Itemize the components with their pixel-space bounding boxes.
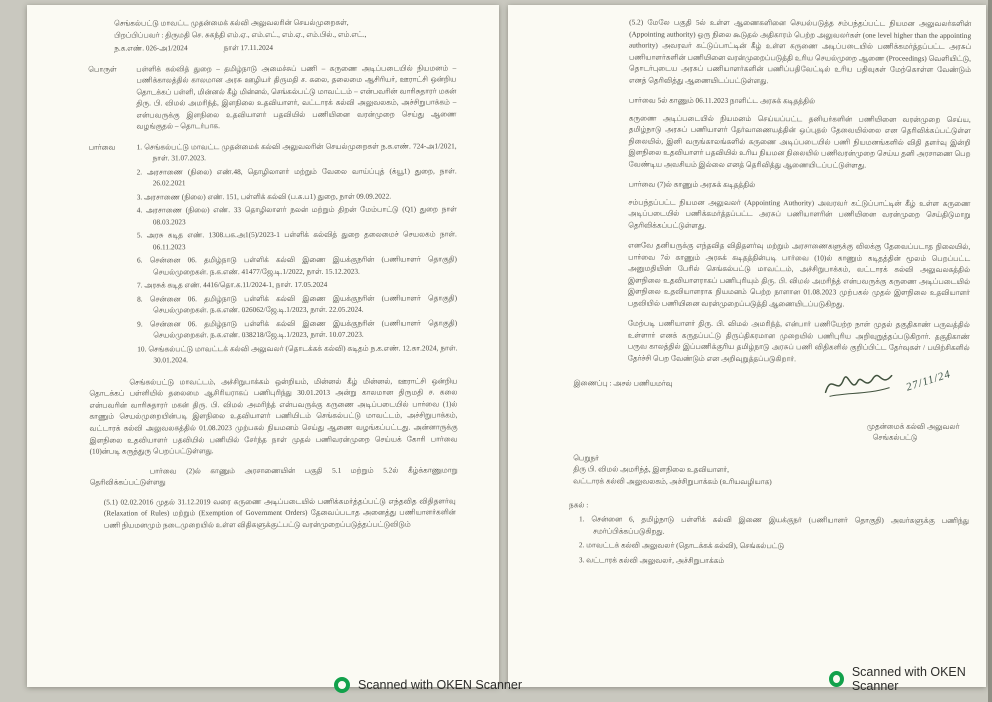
references-label: பார்வை (88, 142, 116, 152)
oken-scanner-icon (829, 671, 844, 687)
scan-edge-shadow (988, 0, 992, 702)
heading-reference-7: பார்வை (7)ல் காணும் அரசுக் கடிதத்தில் (628, 179, 756, 190)
paragraph-conclusion: எனவே தனியருக்கு எந்தவித விதிதளர்வு மற்றும் அரசாணைகளுக்கு விலக்கு தேவைப்படாத நிலையில், பார்வை 7ல் காணும் அரசுக் கடிதத்தின்படி பார்வை (10)ல் காணும் கடிதத்தின் மூலம் பெறப்பட்ட அனுமதியின் பேரில் செங்கல்பட்டு மாவட்டம், அச்சிறுபாக்கம், வட்டாரக் கல்வி அலுவலகத்தில் இளநிலை உதவியாளராகப் பணிபுரியும் திரு. பி. விமல் அமரிந்த் என்பவருக்கு கருணை அடிப்படையில் இளநிலை உதவியாளராக நியமனம் பெற்ற நாளான 01.08.2023 முற்பகல் முதல் இளநிலை உதவியாளர் பதவியில் பணியினை வரன்முறைப்படுத்தி ஆணையிடப்படுகிறது. (627, 240, 971, 309)
document-page-2 (508, 5, 986, 687)
subject-text: பள்ளிக் கல்வித் துறை – தமிழ்நாடு அமைச்சுப் பணி – கருணை அடிப்படையில் நியமனம் – பணிக்காலத்தில் காலமான அரசு ஊழியர் திருமதி ச. கலை, தலைமை ஆசிரியர், ஊராட்சி ஒன்றிய தொடக்கப் பள்ளி, மின்னல் கீழ் மின்னல், செங்கல்பட்டு மாவட்டம் – என்பவரின் வாரிசுதாரர் மகன் திரு. பி. விமல் அமரிந்த், இளநிலை உதவியாளர், வட்டாரக் கல்வி அலுவலகம், அச்சிறுபாக்கம் – என்பவருக்கு இளநிலை உதவியாளர் பதவியில் பணியினை வரன்முறை செய்து ஆணை வழங்குதல் – தொடர்பாக. (136, 62, 457, 131)
paragraph-reference-7: சம்பந்தப்பட்ட நியமன அலுவலர் (Appointing Authority) அவரவர் கட்டுப்பாட்டின் கீழ் உள்ள கருணை அடிப்படையில் பணிக்கமர்த்தப்பட்ட அரசுப் பணியாளரின் பணியினை வரன்முறை செய்திடுமாறு தெரிவிக்கப்பட்டுள்ளது. (628, 197, 971, 230)
copy-item: 2. மாவட்டக் கல்வி அலுவலர் (தொடக்கக் கல்வி), செங்கல்பட்டு (578, 540, 785, 551)
copy-item: 1. சென்னை 6, தமிழ்நாடு பள்ளிக் கல்வி இணை இயக்குநர் (பணியாளர் தொகுதி) அவர்களுக்கு பணிந்து சமர்ப்பிக்கப்படுகிறது. (578, 514, 970, 536)
body-paragraph-1: செங்கல்பட்டு மாவட்டம், அச்சிறுபாக்கம் ஒன்றியம், மின்னல் கீழ் மின்னல், ஊராட்சி ஒன்றிய தொடக்கப் பள்ளியில் தலைமை ஆசிரியராகப் பணிபுரிந்து 30.01.2013 அன்று காலமான திருமதி ச. கலை என்பவரின் வாரிசுதாரர் மகன் திரு. பி. விமல் அமரிந்த் என்பவருக்கு கருணை அடிப்படையில் பார்வை (1)ல் காணும் செயல்முறையின்படி இளநிலை உதவியாளர் பணியிடம் செங்கல்பட்டு மாவட்டம், அச்சிறுபாக்கம், வட்டாரக் கல்வி அலுவலகத்தில் 01.08.2023 முற்பகல் நியமனம் செய்து ஆணை வழங்கப்பட்டது. அன்னாருக்கு இளநிலை உதவியாளர் பதவியில் பணியில் சேர்ந்த நாள் முதல் பணிவரன்முறை செய்யக் கோரி பார்வை (10)ன்படி கருத்துரு பெறப்பட்டுள்ளது. (89, 376, 458, 456)
reference-item: 3. அரசாணை (நிலை) எண். 151, பள்ளிக் கல்வி (ப.க.ப1) துறை, நாள் 09.09.2022. (136, 191, 392, 202)
reference-number: ந.க.எண். 026-அ1/2024 (114, 43, 188, 53)
reference-item: 8. சென்னை 06. தமிழ்நாடு பள்ளிக் கல்வி இணை இயக்குநரின் (பணியாளர் தொகுதி) செயல்முறைகள். ந.க.எண். 026062/ஜே.டி.1/2023, நாள். 22.05.2024. (137, 293, 458, 315)
heading-reference-5: பார்வை 5ல் காணும் 06.11.2023 நாளிட்ட அரசுக் கடிதத்தில் (628, 95, 816, 106)
letterhead (114, 16, 446, 54)
issuing-officer: பிறப்பிப்பவர் : திருமதி செ. சுகந்தி எம்.ஏ., எம்.எட்., எம்.ஏ., எம்.பில்., எம்.எட்., (114, 29, 367, 40)
scanner-watermark-right (829, 665, 992, 693)
references-section (89, 140, 458, 369)
subject-label: பொருள் (88, 64, 117, 74)
reference-item: 4. அரசாணை (நிலை) எண். 33 தொழிலாளர் நலன் மற்றும் திறன் மேம்பாட்டு (Q1) துறை நாள் 08.03.2023 (136, 204, 457, 227)
page-1-content (26, 4, 500, 541)
reference-item: 5. அரசு கடித எண். 1308.பக.அ1(5)/2023-1 பள்ளிக் கல்வித் துறை தலைமைச் செயலகம் நாள். 06.11.2023 (136, 229, 457, 252)
scanner-watermark-text: Scanned with OKEN Scanner (358, 678, 522, 692)
paragraph-probation: மேற்படி பணியாளர் திரு. பி. விமல் அமரிந்த், என்பார் பணியேற்ற நாள் முதல் தகுதிகாண் பருவத்தில் உள்ளார் எனக் கருதப்பட்டு திருப்திகரமான முறையில் பணிபுரிய அறிவுறுத்தப்படுகிறார். தகுதிகாண் பருவ காலத்தில் இப்பணிக்குரிய தமிழ்நாடு அரசுப் பணி விதிகளில் குறிப்பிட்ட தேர்வுகள் / பயிற்சிகளில் தேர்ச்சி பெற வேண்டும் என அறிவுறுத்தப்படுகிறார். (627, 318, 970, 364)
paragraph-5-2: (5.2) மேலே பகுதி 5ல் உள்ள ஆணைகளினை செயல்படுத்த சம்பந்தப்பட்ட நியமன அலுவலர்களின் (Appointing authority) ஒரு நிலை கூடுதல் அதிகாரம் பெற்ற அலுவலர்கள் (one level higher than the appointing authority) அவரவர் கட்டுப்பாட்டின் கீழ் உள்ள கருணை அடிப்படையில் பணிக்கமர்த்தப்பட்ட அரசுப் பணியாளர்களின் பணியினை வரன்முறைப்படுத்தி உரிய செயல்முறை ஆணை (Proceedings) வெளியிட்டு, தொடர்புடைய அரசுப் பணியாளர்களின் பணிப்பதிவேட்டில் உரிய பதிவுகள் மேற்கொள்ள வேண்டும் எனத் தெரிவித்து ஆணையிடப்பட்டுள்ளது. (628, 17, 972, 85)
reference-item: 9. சென்னை 06. தமிழ்நாடு பள்ளிக் கல்வி இணை இயக்குநரின் (பணியாளர் தொகுதி) செயல்முறைகள். ந.க.எண். 038218/ஜே.டி.1/2023, நாள். 10.07.2023. (137, 318, 458, 340)
body-paragraph-5-1: (5.1) 02.02.2016 முதல் 31.12.2019 வரை கருணை அடிப்படையில் பணிக்கமர்த்தப்பட்டு எந்தவித விதிதளர்வு (Relaxation of Rules) மற்றும் (Exemption of Government Orders) தேவைப்படாத அனைத்து பணியாளர்களின் பணி நியமனமும் நடைமுறையில் உள்ள விதிகளுக்குட்பட்டு வரன்முறைப்படுத்தப்பட்டுவிடும் (103, 495, 456, 530)
recipient-name: திரு பி. விமல் அமரிந்த், இளநிலை உதவியாளர், (573, 464, 729, 475)
subject-section (88, 62, 456, 132)
signatory-place: செங்கல்பட்டு (872, 432, 918, 443)
page-2-content (507, 4, 987, 577)
reference-item: 6. சென்னை 06. தமிழ்நாடு பள்ளிக் கல்வி இணை இயக்குநரின் (பணியாளர் தொகுதி) செயல்முறைகள். ந.க.எண். 41477/ஜே.டி.1/2022, நாள். 15.12.2023. (136, 254, 457, 277)
document-page-1 (27, 5, 499, 687)
paragraph-reference-5: கருணை அடிப்படையில் நியமனம் செய்யப்பட்ட தனியர்களின் பணியினை வரன்முறை செய்ய, தமிழ்நாடு அரசுப் பணியாளர் தேர்வாணையத்தின் ஒப்புதல் தேவையில்லை என தெரிவிக்கப்பட்டுள்ள நிலையில், இனி வருங்காலங்களில் கருணை அடிப்படையில் பணி நியமனங்களில் விதி தளர்வு இன்றி இளநிலை உதவியாளர் பதவியில் உரிய நியமன நிலையில் பணிவரன்முறை செய்ய தனி அரசாணை பெற வேண்டிய அவசியம் இல்லை எனத் தெரிவித்து ஆணையிடப்பட்டுள்ளது. (628, 113, 971, 170)
recipient-label: பெறுநர் (573, 453, 599, 463)
recipient-office: வட்டாரக் கல்வி அலுவலகம், அச்சிறுபாக்கம் (உரியவழியாக) (573, 476, 772, 487)
reference-item: 2. அரசாணை (நிலை) எண்.48, தொழிலாளர் மற்றும் வேலை வாய்ப்புத் (க்யூ1) துறை, நாள். 26.02.2021 (136, 165, 457, 188)
enclosure-note: இணைப்பு : அசல் பணியமர்வு (573, 378, 673, 389)
scanner-watermark-left (334, 677, 522, 693)
office-title: செங்கல்பட்டு மாவட்ட முதன்மைக் கல்வி அலுவலரின் செயல்முறைகள், (114, 17, 349, 28)
references-list (137, 140, 458, 368)
scanner-watermark-text: Scanned with OKEN Scanner (851, 665, 966, 693)
reference-item: 1. செங்கல்பட்டு மாவட்ட முதன்மைக் கல்வி அலுவலரின் செயல்முறைகள் ந.க.எண். 724-அ1/2021, நாள். 31.07.2023. (136, 140, 457, 163)
copies-label: நகல் : (569, 499, 589, 509)
signatory-title: முதன்மைக் கல்வி அலுவலர் (866, 421, 960, 431)
reference-item: 7. அரசுக் கடித எண். 4416/தொ.க.11/2024-1, நாள். 17.05.2024 (137, 280, 328, 290)
copy-item: 3. வட்டாரக் கல்வி அலுவலர், அச்சிறுபாக்கம் (578, 554, 725, 565)
body-paragraph-2: பார்வை (2)ல் காணும் அரசாணையின் பகுதி 5.1 மற்றும் 5.2ல் கீழ்க்காணுமாறு தெரிவிக்கப்பட்டுள்ளது (89, 464, 458, 487)
signature-scribble (819, 366, 903, 406)
reference-item: 10. செங்கல்பட்டு மாவட்டக் கல்வி அலுவலர் (தொடக்கக் கல்வி) கடிதம் ந.க.எண். 12.கா.2024, நாள். 30.01.2024. (137, 343, 458, 365)
letter-date: நாள் 17.11.2024 (223, 42, 274, 53)
signature-block (565, 365, 969, 419)
signature-date: 27/11/24 (904, 367, 953, 394)
oken-scanner-icon (334, 677, 350, 693)
